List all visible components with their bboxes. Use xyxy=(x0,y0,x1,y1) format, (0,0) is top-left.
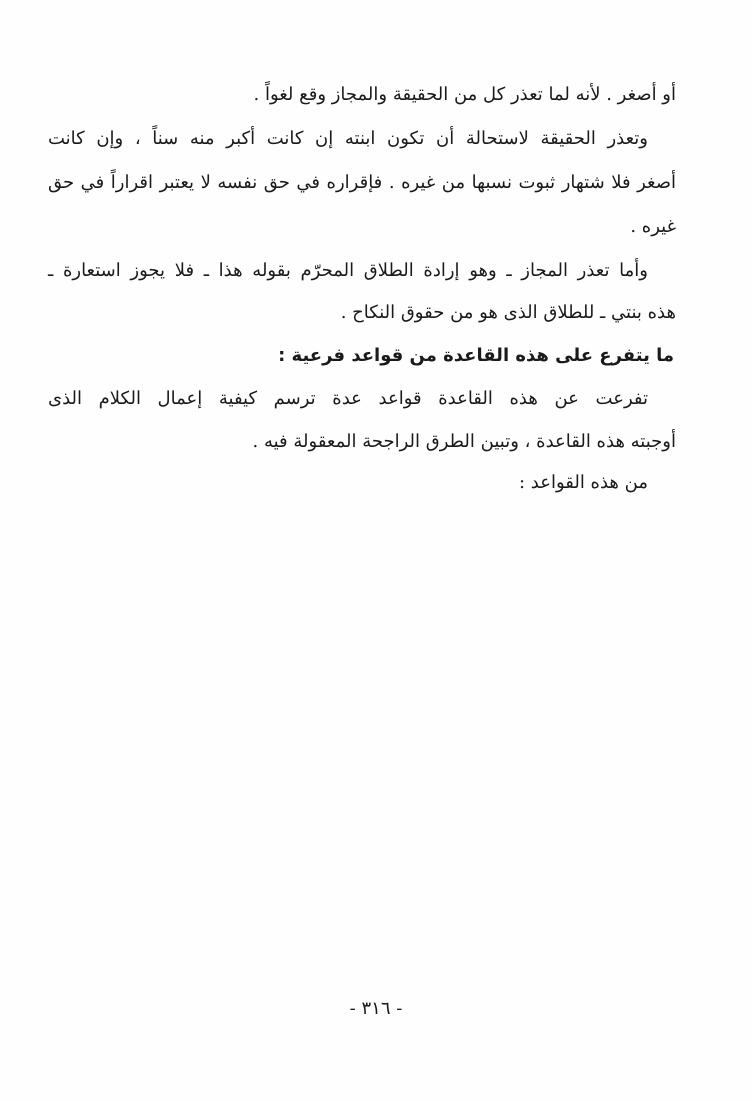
text-line-1: أو أصغر . لأنه لما تعذر كل من الحقيقة والمجاز وقع لغواً . xyxy=(253,84,676,105)
text-line-3: أصغر فلا شتهار ثبوت نسبها من غيره . فإقراره في حق نفسه لا يعتبر اقراراً في حق xyxy=(48,172,676,193)
page-number: - ٣١٦ - xyxy=(349,998,403,1019)
section-heading: ما يتفرع على هذه القاعدة من قواعد فرعية : xyxy=(278,345,674,366)
text-line-6: هذه بنتي ـ للطلاق الذى هو من حقوق النكاح . xyxy=(340,302,676,323)
text-line-8: أوجبته هذه القاعدة ، وتبين الطرق الراجحة المعقولة فيه . xyxy=(252,431,676,452)
text-line-5: وأما تعذر المجاز ـ وهو إرادة الطلاق المحرّم بقوله هذا ـ فلا يجوز استعارة ـ xyxy=(48,260,648,281)
text-line-2: وتعذر الحقيقة لاستحالة أن تكون ابنته إن كانت أكبر منه سناً ، وإن كانت xyxy=(48,128,648,149)
text-line-7: تفرعت عن هذه القاعدة قواعد عدة ترسم كيفية إعمال الكلام الذى xyxy=(48,388,648,409)
text-line-4: غيره . xyxy=(630,216,676,237)
text-line-9: من هذه القواعد : xyxy=(518,472,648,493)
